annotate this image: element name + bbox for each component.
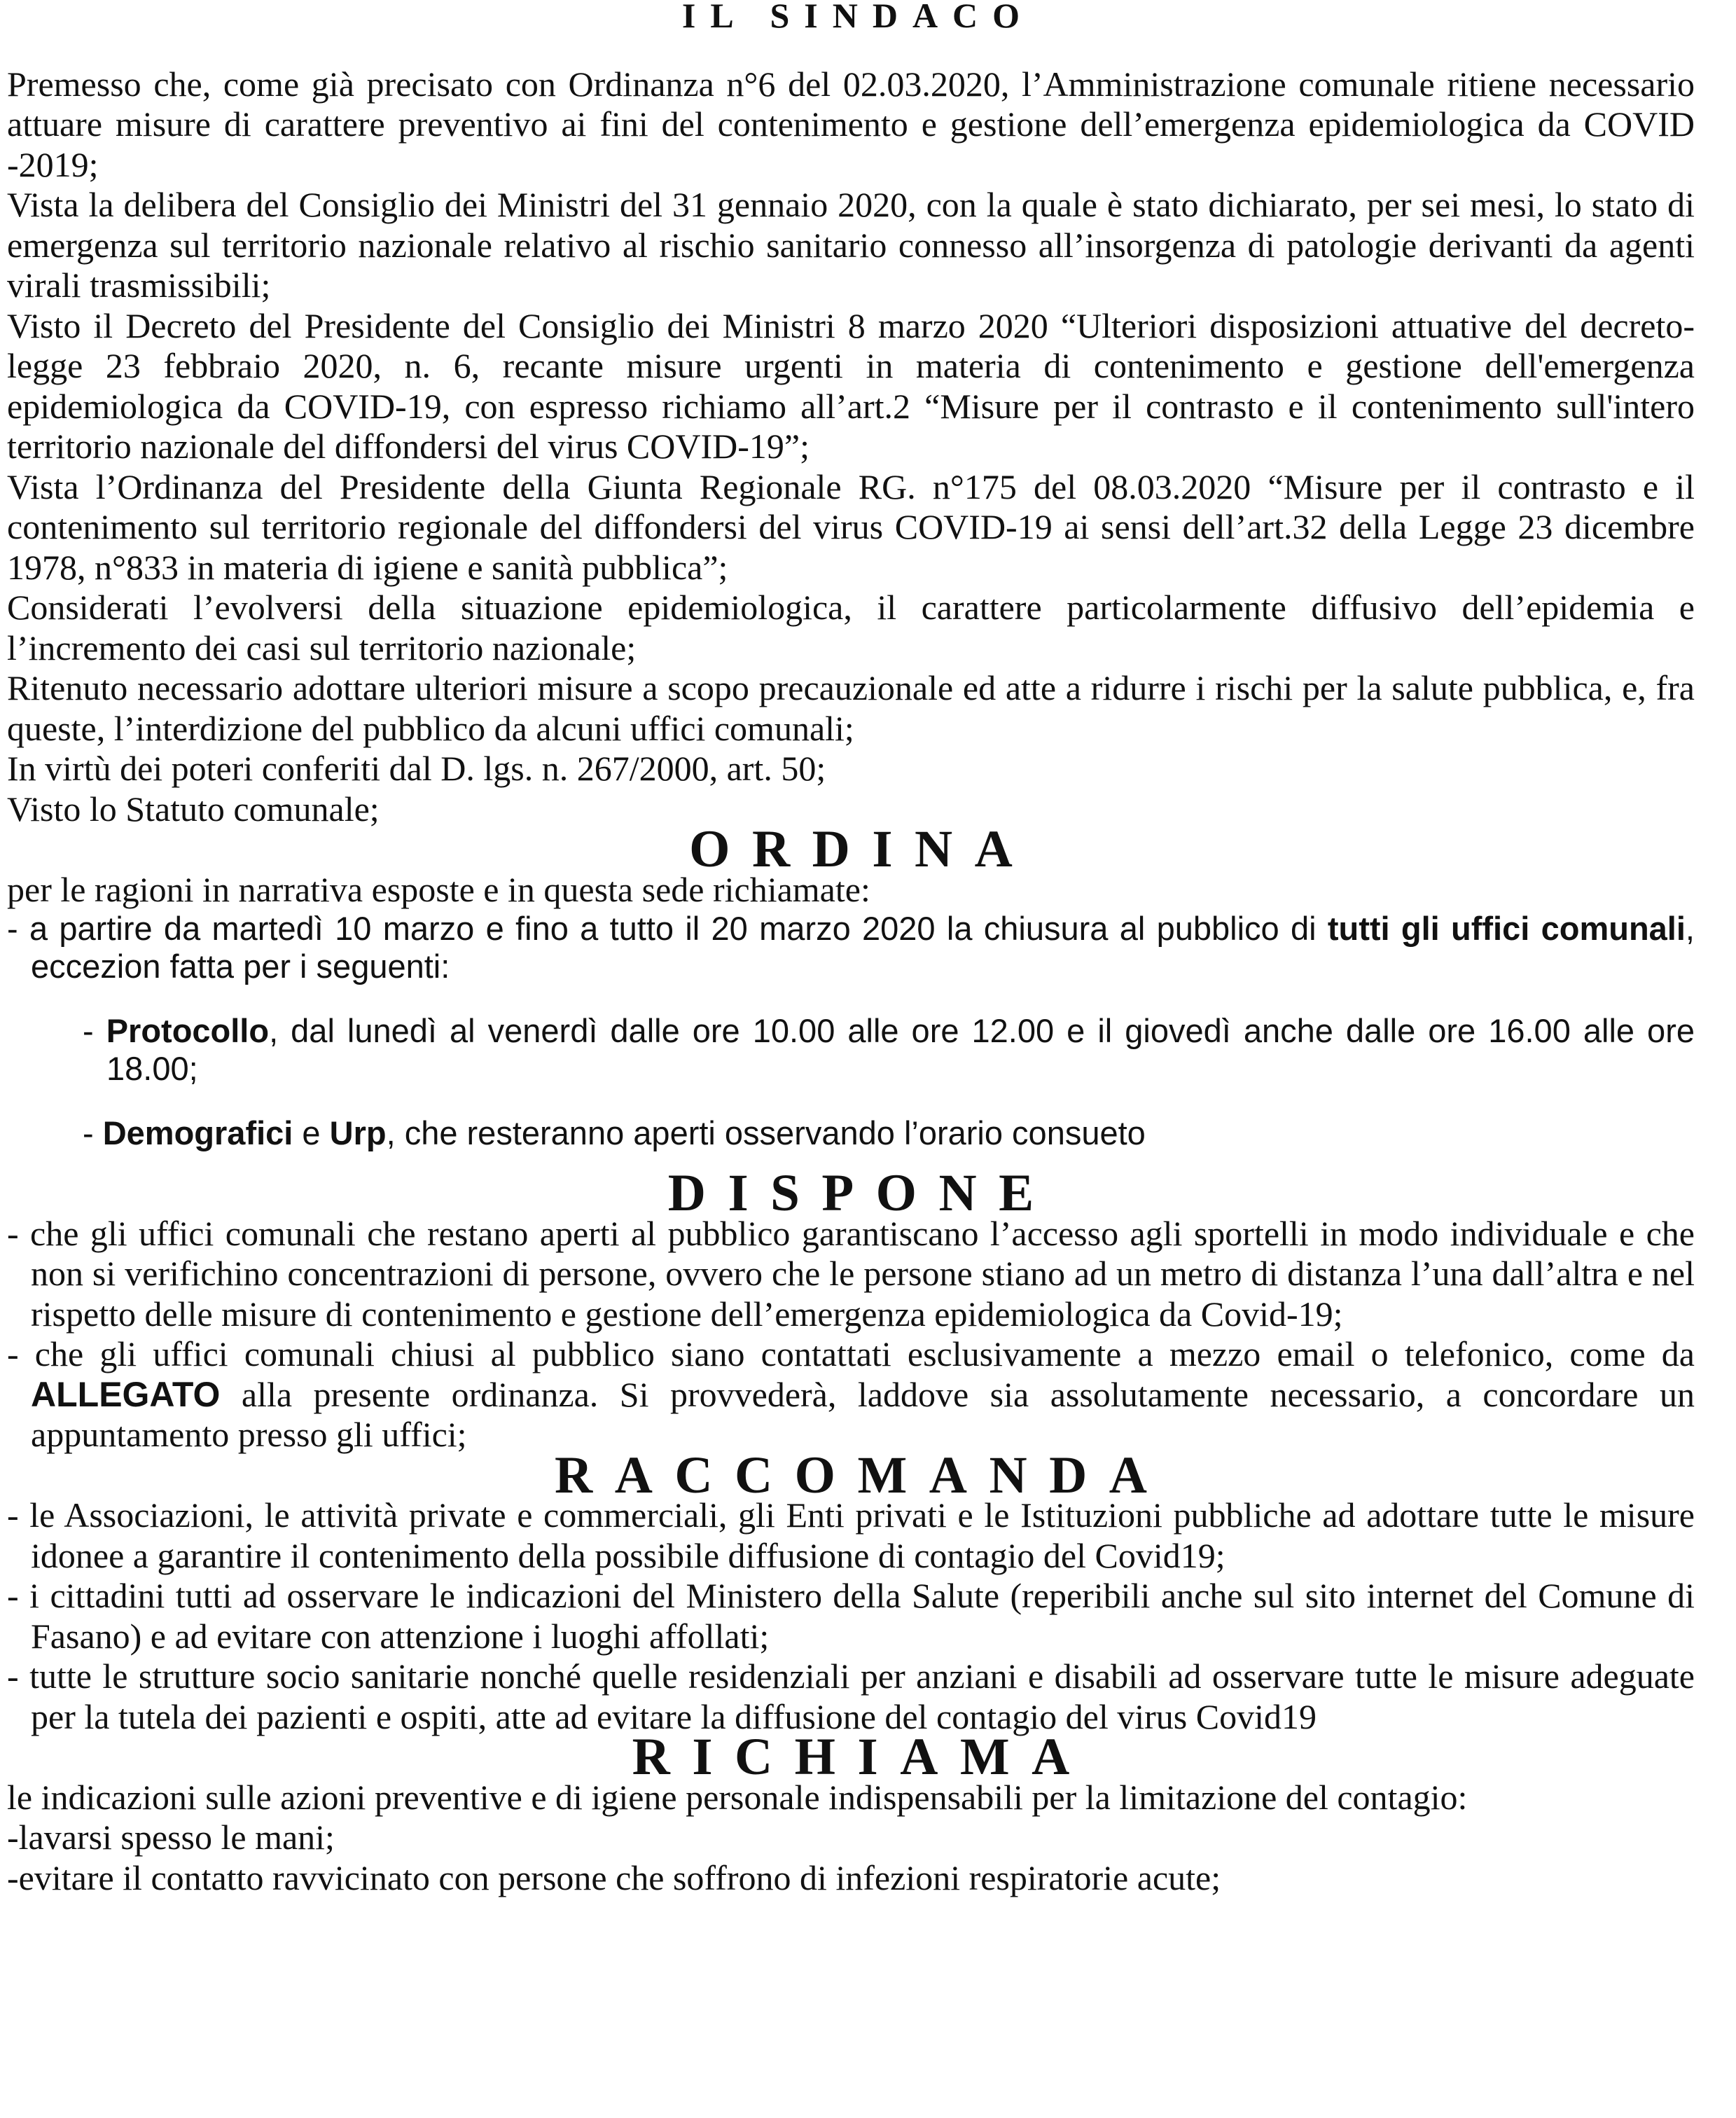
- premise-paragraph: In virtù dei poteri conferiti dal D. lgs. n. 267/2000, art. 50;: [7, 749, 826, 788]
- exception-text: e: [293, 1114, 330, 1151]
- richiama-item: -evitare il contatto ravvicinato con persone che soffrono di infezioni respiratorie acute;: [7, 1857, 1221, 1897]
- exception-text: , che resteranno aperti osservando l’orario consueto: [386, 1114, 1146, 1151]
- raccomanda-item: - i cittadini tutti ad osservare le indicazioni del Ministero della Salute (reperibili anche sul sito internet del Comune di Fasano) e ad evitare con attenzione i luoghi affollati;: [7, 1576, 1695, 1656]
- raccomanda-item: - le Associazioni, le attività private e commerciali, gli Enti privati e le Istituzioni pubbliche ad adottare tutte le misure idonee a garantire il contenimento della possibile diffusione di contagio del Covid19;: [7, 1495, 1695, 1575]
- ordina-item: [7, 910, 1695, 985]
- ordina-item-bold: tutti gli uffici comunali: [1327, 910, 1686, 947]
- list-dash: -: [83, 1114, 103, 1151]
- richiama-intro: le indicazioni sulle azioni preventive e di igiene personale indispensabili per la limitazione del contagio:: [7, 1777, 1468, 1817]
- premise-paragraph: Visto lo Statuto comunale;: [7, 789, 380, 829]
- office-name: Demografici: [102, 1114, 293, 1151]
- premise-paragraph: Vista la delibera del Consiglio dei Ministri del 31 gennaio 2020, con la quale è stato dichiarato, per sei mesi, lo stato di emergenza sul territorio nazionale relativo al rischio sanitario connesso all’insorgenza di patologie derivanti da agenti virali trasmissibili;: [7, 185, 1695, 305]
- raccomanda-heading: RACCOMANDA: [555, 1446, 1169, 1504]
- dispone-heading: DISPONE: [667, 1164, 1056, 1222]
- office-name: Protocollo: [106, 1012, 270, 1049]
- richiama-heading: RICHIAMA: [632, 1728, 1092, 1786]
- list-dash: -: [83, 1012, 106, 1049]
- raccomanda-item: - tutte le strutture socio sanitarie nonché quelle residenziali per anziani e disabili ad osservare tutte le misure adeguate per la tutela dei pazienti e ospiti, atte ad evitare la diffusione del contagio del virus Covid19: [7, 1656, 1695, 1736]
- premise-paragraph: Vista l’Ordinanza del Presidente della Giunta Regionale RG. n°175 del 08.03.2020 “Misure per il contrasto e il contenimento sul territorio regionale del diffondersi del virus COVID-19 ai sensi dell’art.32 della Legge 23 dicembre 1978, n°833 in materia di igiene e sanità pubblica”;: [7, 466, 1695, 587]
- document-title: IL SINDACO: [681, 0, 1035, 35]
- dispone-item-text: alla presente ordinanza. Si provvederà, laddove sia assolutamente necessario, a concordare un appuntamento presso gli uffici;: [31, 1374, 1695, 1454]
- attachment-reference: ALLEGATO: [31, 1374, 221, 1414]
- dispone-item: - che gli uffici comunali che restano aperti al pubblico garantiscano l’accesso agli sportelli in modo individuale e che non si verifichino concentrazioni di persone, ovvero che le persone stiano ad un metro di distanza l’una dall’altra e nel rispetto delle misure di contenimento e gestione dell’emergenza epidemiologica da Covid-19;: [7, 1213, 1695, 1334]
- dispone-item: [7, 1334, 1695, 1455]
- ordina-item-text: - a partire da martedì 10 marzo e fino a tutto il 20 marzo 2020 la chiusura al pubblico di: [7, 910, 1328, 947]
- premise-paragraph: Visto il Decreto del Presidente del Consiglio dei Ministri 8 marzo 2020 “Ulteriori disposizioni attuative del decreto-legge 23 febbraio 2020, n. 6, recante misure urgenti in materia di contenimento e gestione dell'emergenza epidemiologica da COVID-19, con espresso richiamo all’art.2 “Misure per il contrasto e il contenimento sull'intero territorio nazionale del diffondersi del virus COVID-19”;: [7, 305, 1695, 466]
- richiama-item: -lavarsi spesso le mani;: [7, 1818, 335, 1857]
- ordina-item-text: , eccezion fatta per i seguenti:: [31, 910, 1695, 985]
- premise-paragraph: Ritenuto necessario adottare ulteriori misure a scopo precauzionale ed atte a ridurre i rischi per la salute pubblica, e, fra queste, l’interdizione del pubblico da alcuni uffici comunali;: [7, 668, 1695, 748]
- premise-paragraph: Premesso che, come già precisato con Ordinanza n°6 del 02.03.2020, l’Amministrazione comunale ritiene necessario attuare misure di carattere preventivo ai fini del contenimento e gestione dell’emergenza epidemiologica da COVID -2019;: [7, 64, 1695, 184]
- exception-item: [7, 1012, 1695, 1088]
- ordina-heading: ORDINA: [689, 820, 1035, 878]
- dispone-item-text: - che gli uffici comunali chiusi al pubblico siano contattati esclusivamente a mezzo email o telefonico, come da: [7, 1334, 1695, 1373]
- office-name: Urp: [329, 1114, 387, 1151]
- exception-text: , dal lunedì al venerdì dalle ore 10.00 alle ore 12.00 e il giovedì anche dalle ore 16.00 alle ore 18.00;: [106, 1012, 1695, 1087]
- ordinance-document: [7, 0, 1695, 1898]
- exception-item: [7, 1114, 1695, 1152]
- premise-paragraph: Considerati l’evolversi della situazione epidemiologica, il carattere particolarmente diffusivo dell’epidemia e l’incremento dei casi sul territorio nazionale;: [7, 588, 1695, 667]
- ordina-intro: per le ragioni in narrativa esposte e in questa sede richiamate:: [7, 869, 870, 909]
